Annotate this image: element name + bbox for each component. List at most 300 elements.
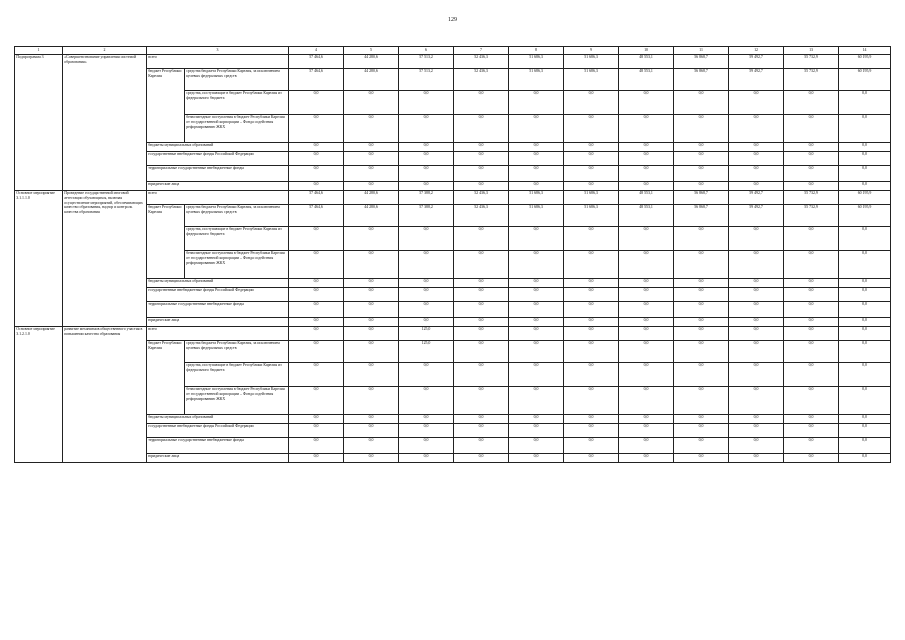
value-cell: 60 195,9 — [839, 190, 891, 204]
value-cell: 0,0 — [839, 340, 891, 362]
value-cell: 0,0 — [619, 250, 674, 278]
source-label: территориальные государственные внебюджетные фонды — [147, 437, 289, 453]
value-cell: 0,0 — [564, 301, 619, 317]
table-row — [15, 54, 891, 68]
block-name: развитие механизмов общественного участия в повышении качества образования — [63, 326, 147, 462]
value-cell: 0,0 — [564, 362, 619, 386]
value-cell: 0,0 — [839, 437, 891, 453]
block-name: «Совершенствование управления системой образования» — [63, 54, 147, 190]
value-cell: 0,0 — [564, 423, 619, 437]
value-cell: 57 464,6 — [289, 54, 344, 68]
table-row — [15, 326, 891, 340]
value-cell: 0,0 — [289, 250, 344, 278]
value-cell: 0,0 — [399, 114, 454, 142]
source-label: всего — [147, 190, 289, 204]
value-cell: 0,0 — [784, 301, 839, 317]
value-cell: 0,0 — [674, 151, 729, 165]
header-cell: 10 — [619, 47, 674, 55]
value-cell: 0,0 — [784, 250, 839, 278]
value-cell: 52 436,3 — [454, 68, 509, 90]
value-cell: 0,0 — [674, 386, 729, 414]
value-cell: 0,0 — [674, 437, 729, 453]
value-cell: 0,0 — [839, 151, 891, 165]
value-cell: 0,0 — [729, 165, 784, 181]
value-cell: 0,0 — [454, 250, 509, 278]
value-cell: 0,0 — [619, 90, 674, 114]
value-cell: 0,0 — [839, 317, 891, 326]
table-row — [15, 301, 891, 317]
value-cell: 0,0 — [399, 287, 454, 301]
value-cell: 0,0 — [564, 114, 619, 142]
source-label: безвозмездные поступления в бюджет Республики Карелия от государственной корпорации – Фонда содействия реформированию ЖКХ — [185, 386, 289, 414]
value-cell: 0,0 — [399, 181, 454, 190]
value-cell: 52 436,3 — [454, 190, 509, 204]
block-name: Проведение государственной итоговой аттестации обучающихся, включая осуществление мероприятий, обеспечивающих качество образования, надзор и контроль качества образования — [63, 190, 147, 326]
value-cell: 0,0 — [344, 181, 399, 190]
value-cell: 0,0 — [509, 386, 564, 414]
source-label: средства, поступающие в бюджет Республики Карелия из федерального бюджета — [185, 226, 289, 250]
value-cell: 0,0 — [344, 142, 399, 151]
header-cell: 3 — [147, 47, 289, 55]
value-cell: 0,0 — [399, 226, 454, 250]
value-cell: 0,0 — [399, 317, 454, 326]
value-cell: 0,0 — [619, 340, 674, 362]
table-row — [15, 181, 891, 190]
value-cell: 0,0 — [619, 453, 674, 462]
value-cell: 0,0 — [454, 181, 509, 190]
value-cell: 0,0 — [674, 423, 729, 437]
value-cell: 0,0 — [399, 362, 454, 386]
value-cell: 51 686,3 — [509, 204, 564, 226]
value-cell: 0,0 — [344, 386, 399, 414]
value-cell: 0,0 — [289, 437, 344, 453]
value-cell: 0,0 — [729, 287, 784, 301]
table-row — [15, 68, 891, 90]
value-cell: 0,0 — [729, 340, 784, 362]
value-cell: 0,0 — [289, 90, 344, 114]
value-cell: 0,0 — [784, 340, 839, 362]
source-label: средства бюджета Республики Карелия, за исключением целевых федеральных средств — [185, 68, 289, 90]
value-cell: 0,0 — [454, 114, 509, 142]
source-label: юридические лица — [147, 453, 289, 462]
value-cell: 0,0 — [454, 90, 509, 114]
value-cell: 0,0 — [729, 453, 784, 462]
source-label: юридические лица — [147, 317, 289, 326]
value-cell: 48 553,1 — [619, 68, 674, 90]
value-cell: 57 464,6 — [289, 68, 344, 90]
value-cell: 0,0 — [399, 250, 454, 278]
value-cell: 0,0 — [839, 287, 891, 301]
value-cell: 0,0 — [619, 142, 674, 151]
value-cell: 0,0 — [674, 142, 729, 151]
value-cell: 0,0 — [564, 386, 619, 414]
value-cell: 0,0 — [564, 278, 619, 287]
value-cell: 0,0 — [674, 453, 729, 462]
source-label: средства бюджета Республики Карелия, за исключением целевых федеральных средств — [185, 204, 289, 226]
value-cell: 0,0 — [784, 453, 839, 462]
value-cell: 0,0 — [344, 317, 399, 326]
value-cell: 0,0 — [729, 226, 784, 250]
value-cell: 0,0 — [564, 326, 619, 340]
value-cell: 44 280,6 — [344, 68, 399, 90]
financing-table — [14, 46, 891, 463]
value-cell: 0,0 — [509, 165, 564, 181]
value-cell: 0,0 — [619, 301, 674, 317]
value-cell: 0,0 — [839, 226, 891, 250]
value-cell: 0,0 — [839, 278, 891, 287]
value-cell: 0,0 — [454, 362, 509, 386]
value-cell: 0,0 — [619, 278, 674, 287]
value-cell: 0,0 — [729, 326, 784, 340]
value-cell: 0,0 — [509, 250, 564, 278]
source-group-label: бюджет Республики Карелия — [147, 340, 185, 414]
header-row — [15, 47, 891, 55]
value-cell: 0,0 — [454, 151, 509, 165]
value-cell: 44 280,6 — [344, 54, 399, 68]
value-cell: 60 195,9 — [839, 54, 891, 68]
value-cell: 56 868,7 — [674, 204, 729, 226]
value-cell: 0,0 — [454, 386, 509, 414]
value-cell: 0,0 — [289, 301, 344, 317]
value-cell: 0,0 — [839, 250, 891, 278]
header-cell: 11 — [674, 47, 729, 55]
value-cell: 0,0 — [289, 142, 344, 151]
table-row — [15, 278, 891, 287]
value-cell: 0,0 — [619, 287, 674, 301]
value-cell: 51 686,3 — [509, 54, 564, 68]
value-cell: 51 686,3 — [564, 204, 619, 226]
value-cell: 0,0 — [564, 414, 619, 423]
value-cell: 0,0 — [509, 278, 564, 287]
source-label: бюджеты муниципальных образований — [147, 414, 289, 423]
value-cell: 0,0 — [839, 165, 891, 181]
value-cell: 0,0 — [399, 151, 454, 165]
value-cell: 57 464,6 — [289, 190, 344, 204]
value-cell: 0,0 — [399, 90, 454, 114]
value-cell: 0,0 — [674, 317, 729, 326]
value-cell: 0,0 — [674, 90, 729, 114]
value-cell: 59 492,7 — [729, 204, 784, 226]
value-cell: 0,0 — [344, 151, 399, 165]
table-row — [15, 437, 891, 453]
value-cell: 0,0 — [509, 423, 564, 437]
value-cell: 0,0 — [344, 362, 399, 386]
value-cell: 0,0 — [454, 142, 509, 151]
value-cell: 0,0 — [344, 453, 399, 462]
value-cell: 0,0 — [619, 114, 674, 142]
value-cell: 48 553,1 — [619, 190, 674, 204]
value-cell: 0,0 — [729, 386, 784, 414]
value-cell: 57 464,6 — [289, 204, 344, 226]
source-label: государственные внебюджетные фонды Российской Федерации — [147, 423, 289, 437]
value-cell: 57 513,2 — [399, 54, 454, 68]
value-cell: 51 686,3 — [509, 190, 564, 204]
value-cell: 0,0 — [839, 142, 891, 151]
value-cell: 0,0 — [344, 340, 399, 362]
value-cell: 0,0 — [784, 317, 839, 326]
value-cell: 125,0 — [399, 326, 454, 340]
value-cell: 0,0 — [729, 301, 784, 317]
value-cell: 0,0 — [729, 423, 784, 437]
value-cell: 0,0 — [564, 165, 619, 181]
value-cell: 0,0 — [619, 326, 674, 340]
value-cell: 0,0 — [509, 151, 564, 165]
value-cell: 0,0 — [839, 326, 891, 340]
value-cell: 0,0 — [509, 287, 564, 301]
value-cell: 0,0 — [674, 278, 729, 287]
header-cell: 6 — [399, 47, 454, 55]
value-cell: 0,0 — [729, 250, 784, 278]
source-label: бюджеты муниципальных образований — [147, 142, 289, 151]
value-cell: 0,0 — [619, 181, 674, 190]
header-cell: 8 — [509, 47, 564, 55]
value-cell: 59 492,7 — [729, 68, 784, 90]
value-cell: 0,0 — [564, 142, 619, 151]
value-cell: 0,0 — [289, 423, 344, 437]
source-label: государственные внебюджетные фонды Российской Федерации — [147, 151, 289, 165]
value-cell: 57 388,2 — [399, 190, 454, 204]
source-label: безвозмездные поступления в бюджет Республики Карелия от государственной корпорации – Фонда содействия реформированию ЖКХ — [185, 114, 289, 142]
table-row — [15, 142, 891, 151]
value-cell: 0,0 — [509, 453, 564, 462]
value-cell: 0,0 — [454, 453, 509, 462]
value-cell: 0,0 — [674, 287, 729, 301]
value-cell: 0,0 — [619, 386, 674, 414]
source-label: государственные внебюджетные фонды Российской Федерации — [147, 287, 289, 301]
value-cell: 0,0 — [289, 151, 344, 165]
value-cell: 0,0 — [784, 151, 839, 165]
value-cell: 0,0 — [344, 287, 399, 301]
value-cell: 0,0 — [674, 114, 729, 142]
value-cell: 59 492,7 — [729, 54, 784, 68]
value-cell: 0,0 — [509, 181, 564, 190]
value-cell: 0,0 — [344, 437, 399, 453]
table-row — [15, 423, 891, 437]
value-cell: 0,0 — [289, 165, 344, 181]
value-cell: 0,0 — [784, 437, 839, 453]
value-cell: 0,0 — [454, 278, 509, 287]
value-cell: 0,0 — [399, 165, 454, 181]
value-cell: 0,0 — [454, 301, 509, 317]
value-cell: 56 868,7 — [674, 68, 729, 90]
value-cell: 0,0 — [619, 362, 674, 386]
value-cell: 0,0 — [729, 151, 784, 165]
value-cell: 55 732,9 — [784, 190, 839, 204]
value-cell: 0,0 — [839, 90, 891, 114]
value-cell: 0,0 — [454, 287, 509, 301]
value-cell: 0,0 — [784, 90, 839, 114]
value-cell: 0,0 — [509, 317, 564, 326]
value-cell: 0,0 — [509, 142, 564, 151]
value-cell: 0,0 — [509, 326, 564, 340]
header-cell: 5 — [344, 47, 399, 55]
value-cell: 0,0 — [674, 362, 729, 386]
value-cell: 0,0 — [564, 453, 619, 462]
source-label: средства бюджета Республики Карелия, за исключением целевых федеральных средств — [185, 340, 289, 362]
page-number: 129 — [448, 17, 457, 23]
value-cell: 52 436,3 — [454, 54, 509, 68]
header-cell: 12 — [729, 47, 784, 55]
value-cell: 0,0 — [509, 437, 564, 453]
value-cell: 0,0 — [564, 340, 619, 362]
value-cell: 0,0 — [344, 165, 399, 181]
value-cell: 0,0 — [289, 114, 344, 142]
value-cell: 0,0 — [729, 181, 784, 190]
value-cell: 0,0 — [784, 142, 839, 151]
value-cell: 0,0 — [454, 423, 509, 437]
value-cell: 0,0 — [399, 453, 454, 462]
value-cell: 48 553,1 — [619, 204, 674, 226]
source-label: бюджеты муниципальных образований — [147, 278, 289, 287]
value-cell: 0,0 — [509, 301, 564, 317]
table-row — [15, 317, 891, 326]
value-cell: 0,0 — [839, 414, 891, 423]
value-cell: 0,0 — [289, 278, 344, 287]
value-cell: 0,0 — [729, 437, 784, 453]
value-cell: 0,0 — [839, 301, 891, 317]
value-cell: 60 195,9 — [839, 68, 891, 90]
value-cell: 0,0 — [619, 165, 674, 181]
value-cell: 0,0 — [509, 114, 564, 142]
value-cell: 0,0 — [784, 114, 839, 142]
table-body — [15, 47, 891, 463]
value-cell: 0,0 — [399, 278, 454, 287]
value-cell: 0,0 — [564, 287, 619, 301]
value-cell: 0,0 — [564, 317, 619, 326]
value-cell: 0,0 — [784, 165, 839, 181]
value-cell: 0,0 — [454, 340, 509, 362]
value-cell: 0,0 — [344, 250, 399, 278]
value-cell: 0,0 — [729, 114, 784, 142]
value-cell: 0,0 — [674, 326, 729, 340]
table-row — [15, 190, 891, 204]
value-cell: 0,0 — [564, 181, 619, 190]
value-cell: 0,0 — [289, 226, 344, 250]
value-cell: 0,0 — [839, 423, 891, 437]
value-cell: 0,0 — [344, 301, 399, 317]
value-cell: 0,0 — [784, 423, 839, 437]
value-cell: 0,0 — [784, 287, 839, 301]
value-cell: 52 436,3 — [454, 204, 509, 226]
value-cell: 0,0 — [784, 326, 839, 340]
value-cell: 0,0 — [729, 90, 784, 114]
value-cell: 0,0 — [729, 362, 784, 386]
value-cell: 0,0 — [289, 326, 344, 340]
value-cell: 0,0 — [399, 414, 454, 423]
value-cell: 0,0 — [344, 114, 399, 142]
value-cell: 0,0 — [784, 226, 839, 250]
table-row — [15, 151, 891, 165]
value-cell: 0,0 — [729, 278, 784, 287]
value-cell: 125,0 — [399, 340, 454, 362]
source-label: безвозмездные поступления в бюджет Республики Карелия от государственной корпорации – Фонда содействия реформированию ЖКХ — [185, 250, 289, 278]
value-cell: 0,0 — [289, 386, 344, 414]
value-cell: 55 732,9 — [784, 204, 839, 226]
value-cell: 51 686,3 — [564, 54, 619, 68]
value-cell: 0,0 — [399, 142, 454, 151]
value-cell: 0,0 — [289, 317, 344, 326]
value-cell: 0,0 — [619, 151, 674, 165]
table-row — [15, 165, 891, 181]
value-cell: 0,0 — [344, 414, 399, 423]
value-cell: 56 868,7 — [674, 190, 729, 204]
value-cell: 0,0 — [784, 414, 839, 423]
source-label: всего — [147, 54, 289, 68]
value-cell: 0,0 — [344, 423, 399, 437]
value-cell: 57 388,2 — [399, 204, 454, 226]
source-label: территориальные государственные внебюджетные фонды — [147, 165, 289, 181]
block-status: Основное мероприятие 3.1.2.1.0 — [15, 326, 63, 462]
value-cell: 0,0 — [674, 226, 729, 250]
table-row — [15, 340, 891, 362]
value-cell: 0,0 — [509, 226, 564, 250]
source-label: средства, поступающие в бюджет Республики Карелия из федерального бюджета — [185, 90, 289, 114]
header-cell: 7 — [454, 47, 509, 55]
value-cell: 0,0 — [344, 226, 399, 250]
table-row — [15, 287, 891, 301]
table-row — [15, 453, 891, 462]
value-cell: 0,0 — [344, 90, 399, 114]
value-cell: 0,0 — [454, 226, 509, 250]
value-cell: 0,0 — [509, 414, 564, 423]
value-cell: 0,0 — [839, 453, 891, 462]
source-label: территориальные государственные внебюджетные фонды — [147, 301, 289, 317]
source-label: юридические лица — [147, 181, 289, 190]
value-cell: 0,0 — [564, 250, 619, 278]
value-cell: 0,0 — [289, 453, 344, 462]
value-cell: 0,0 — [399, 301, 454, 317]
value-cell: 0,0 — [454, 414, 509, 423]
header-cell: 2 — [63, 47, 147, 55]
value-cell: 0,0 — [454, 437, 509, 453]
value-cell: 57 513,2 — [399, 68, 454, 90]
table-row — [15, 204, 891, 226]
block-status: Подпрограмма 3 — [15, 54, 63, 190]
value-cell: 0,0 — [454, 165, 509, 181]
value-cell: 0,0 — [289, 181, 344, 190]
value-cell: 0,0 — [619, 317, 674, 326]
source-label: всего — [147, 326, 289, 340]
value-cell: 0,0 — [564, 437, 619, 453]
value-cell: 0,0 — [839, 386, 891, 414]
table-row — [15, 414, 891, 423]
source-group-label: бюджет Республики Карелия — [147, 68, 185, 142]
block-status: Основное мероприятие 3.1.1.1.0 — [15, 190, 63, 326]
value-cell: 0,0 — [509, 362, 564, 386]
value-cell: 51 686,3 — [564, 68, 619, 90]
value-cell: 0,0 — [399, 386, 454, 414]
value-cell: 0,0 — [784, 362, 839, 386]
value-cell: 0,0 — [344, 326, 399, 340]
value-cell: 0,0 — [619, 414, 674, 423]
value-cell: 44 280,6 — [344, 204, 399, 226]
value-cell: 0,0 — [344, 278, 399, 287]
value-cell: 0,0 — [564, 90, 619, 114]
header-cell: 14 — [839, 47, 891, 55]
value-cell: 0,0 — [674, 340, 729, 362]
value-cell: 0,0 — [289, 287, 344, 301]
value-cell: 0,0 — [564, 226, 619, 250]
header-cell: 4 — [289, 47, 344, 55]
header-cell: 13 — [784, 47, 839, 55]
value-cell: 0,0 — [619, 226, 674, 250]
value-cell: 0,0 — [399, 437, 454, 453]
value-cell: 60 195,9 — [839, 204, 891, 226]
value-cell: 0,0 — [289, 414, 344, 423]
value-cell: 0,0 — [564, 151, 619, 165]
value-cell: 0,0 — [674, 301, 729, 317]
value-cell: 0,0 — [399, 423, 454, 437]
